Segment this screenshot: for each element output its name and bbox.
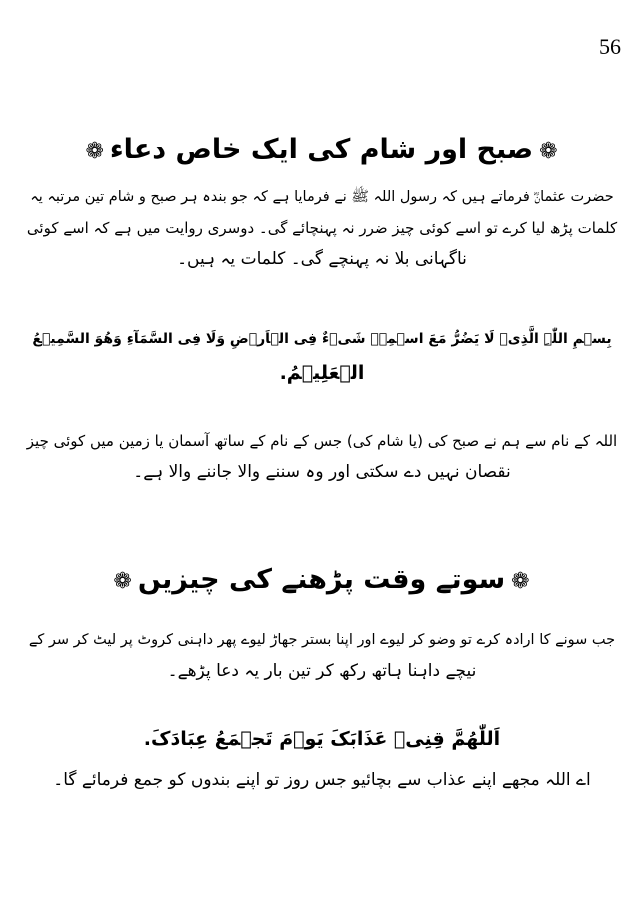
flower-ornament-icon: ❁ xyxy=(511,569,530,594)
dua-translation xyxy=(24,765,620,796)
paragraph-line: نیچے داہنا ہاتھ رکھ کر تین بار یہ دعا پڑھے۔ xyxy=(167,661,477,681)
section-title: صبح اور شام کی ایک خاص دعاء xyxy=(109,134,534,165)
section-heading-bedtime xyxy=(0,560,643,602)
flower-ornament-icon: ❁ xyxy=(85,139,104,164)
paragraph-line: حضرت عثمانؓ فرماتے ہیں کہ رسول اللہ ﷺ نے فرمایا ہے کہ جو بندہ ہر صبح و شام تین مرتبہ یہ xyxy=(30,189,614,205)
translation-line: نقصان نہیں دے سکتی اور وہ سننے والا جاننے والا ہے۔ xyxy=(133,462,511,482)
arabic-dua-line: اَللّٰھُمَّ قِنِیۡ عَذَابَکَ یَوۡمَ تَجۡمَعُ عِبَادَکَ. xyxy=(143,728,501,750)
dua-translation xyxy=(24,426,620,488)
section-heading-morning-evening-dua xyxy=(0,130,643,172)
section-intro xyxy=(24,625,620,687)
section-intro xyxy=(24,182,620,275)
paragraph-line: جب سونے کا ارادہ کرے تو وضو کر لیوے اور اپنا بستر جھاڑ لیوے پھر داہنی کروٹ پر لیٹ کر سر کے xyxy=(28,632,616,648)
translation-line: اللہ کے نام سے ہم نے صبح کی (یا شام کی) جس کے نام کے ساتھ آسمان یا زمین میں کوئی چیز xyxy=(26,432,618,450)
arabic-dua xyxy=(24,722,620,756)
arabic-dua-line: بِسۡمِ اللّٰہِ الَّذِیۡ لَا یَضُرُّ مَعَ اسۡمِہٖ شَیۡءٌ فِی الۡاَرۡضِ وَلَا فِی السَّمَآءِ وَھُوَ السَّمِیۡعُ xyxy=(32,331,612,347)
paragraph-line: ناگہانی بلا نہ پہنچے گی۔ کلمات یہ ہیں۔ xyxy=(177,249,467,269)
paragraph-line: کلمات پڑھ لیا کرے تو اسے کوئی چیز ضرر نہ پہنچائے گی۔ دوسری روایت میں ہے کہ اسے کوئی xyxy=(26,219,618,237)
arabic-dua xyxy=(24,322,620,390)
translation-line: اے اللہ مجھے اپنے عذاب سے بچائیو جس روز تو اپنے بندوں کو جمع فرمائے گا۔ xyxy=(53,770,591,790)
section-title: سوتے وقت پڑھنے کی چیزیں xyxy=(137,564,506,595)
flower-ornament-icon: ❁ xyxy=(539,139,558,164)
flower-ornament-icon: ❁ xyxy=(113,569,132,594)
page-number: 56 xyxy=(599,34,621,59)
arabic-dua-line: الۡعَلِیۡمُ. xyxy=(279,362,365,384)
